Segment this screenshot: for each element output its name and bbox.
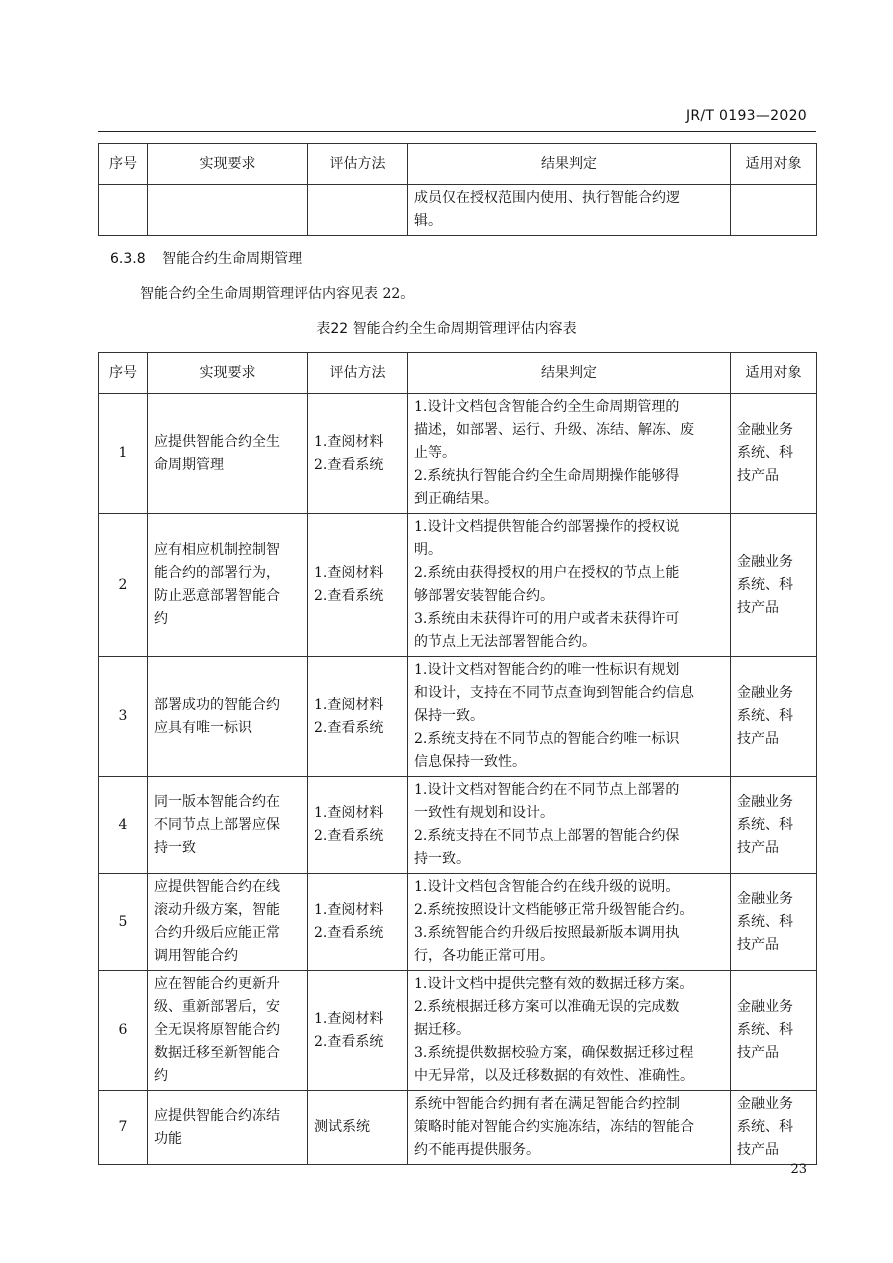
cell-line: 技产品 bbox=[737, 936, 779, 953]
cell-line: 系统、科 bbox=[737, 576, 793, 593]
cell-line: 到正确结果。 bbox=[414, 491, 498, 507]
cell-line: 应具有唯一标识 bbox=[154, 719, 252, 736]
cell-line: 应在智能合约更新升 bbox=[154, 976, 280, 992]
cell-line: 约 bbox=[154, 1068, 168, 1084]
column-header-no: 序号 bbox=[99, 144, 148, 185]
column-header-requirement: 实现要求 bbox=[148, 144, 308, 185]
cell-line: 2.查看系统 bbox=[314, 719, 384, 736]
cell-line: 1.设计文档对智能合约的唯一性标识有规划 bbox=[414, 662, 680, 678]
cell-line: 测试系统 bbox=[314, 1119, 370, 1135]
cell-line: 调用智能合约 bbox=[154, 948, 238, 964]
cell-line: 辑。 bbox=[414, 213, 442, 229]
cell-requirement bbox=[148, 657, 308, 777]
cell-no: 5 bbox=[99, 874, 148, 971]
cell-line: 约不能再提供服务。 bbox=[414, 1142, 540, 1158]
cell-line: 的节点上无法部署智能合约。 bbox=[414, 634, 596, 650]
cell-line: 系统、科 bbox=[737, 913, 793, 930]
column-header-method: 评估方法 bbox=[308, 353, 408, 394]
cell-line: 保持一致。 bbox=[414, 708, 484, 724]
evaluation-table bbox=[98, 352, 817, 1165]
cell-target bbox=[731, 394, 817, 514]
cell-line: 金融业务 bbox=[737, 685, 793, 701]
cell-line: 2.系统执行智能合约全生命周期操作能够得 bbox=[414, 468, 680, 484]
cell-result bbox=[408, 394, 731, 514]
cell-result bbox=[408, 971, 731, 1091]
cell-line: 滚动升级方案，智能 bbox=[154, 902, 280, 918]
cell-line: 持一致 bbox=[154, 839, 196, 856]
cell-line: 系统、科 bbox=[737, 445, 793, 461]
cell-line: 应提供智能合约全生 bbox=[154, 433, 280, 450]
column-header-requirement: 实现要求 bbox=[148, 353, 308, 394]
cell-line: 级、重新部署后，安 bbox=[154, 999, 280, 1015]
cell-line: 数据迁移至新智能合 bbox=[154, 1045, 280, 1061]
cell-no: 4 bbox=[99, 777, 148, 874]
cell-target bbox=[731, 514, 817, 657]
cell-line: 技产品 bbox=[737, 839, 779, 856]
table-row bbox=[99, 777, 817, 874]
cell-line: 功能 bbox=[154, 1130, 182, 1147]
cell-target bbox=[731, 971, 817, 1091]
cell-method bbox=[308, 394, 408, 514]
cell-line: 1.查阅材料 bbox=[314, 1010, 384, 1027]
cell-line: 技产品 bbox=[737, 468, 779, 484]
cell-line: 1.查阅材料 bbox=[314, 696, 384, 713]
cell-no: 1 bbox=[99, 394, 148, 514]
cell-line: 部署成功的智能合约 bbox=[154, 696, 280, 713]
cell-line: 持一致。 bbox=[414, 851, 470, 867]
cell-target bbox=[731, 657, 817, 777]
cell-target bbox=[731, 874, 817, 971]
cell-line: 技产品 bbox=[737, 599, 779, 616]
cell-line: 1.查阅材料 bbox=[314, 565, 384, 581]
cell-line: 系统、科 bbox=[737, 1022, 793, 1038]
section-heading bbox=[110, 248, 302, 268]
table-header-row bbox=[99, 353, 817, 394]
cell-line: 1.查阅材料 bbox=[314, 902, 384, 918]
cell-line: 策略时能对智能合约实施冻结，冻结的智能合 bbox=[414, 1119, 694, 1135]
cell-line: 能合约的部署行为， bbox=[154, 565, 280, 581]
cell-line: 成员仅在授权范围内使用、执行智能合约逻 bbox=[414, 190, 680, 206]
cell-line: 系统、科 bbox=[737, 708, 793, 724]
cell-method bbox=[308, 514, 408, 657]
cell-line: 1.设计文档包含智能合约全生命周期管理的 bbox=[414, 399, 680, 415]
cell-line: 系统中智能合约拥有者在满足智能合约控制 bbox=[414, 1096, 680, 1112]
cell-line: 1.查阅材料 bbox=[314, 433, 384, 450]
cell-line: 2.查看系统 bbox=[314, 456, 384, 473]
cell-line: 明。 bbox=[414, 542, 442, 558]
cell-line: 信息保持一致性。 bbox=[414, 754, 526, 770]
cell-line: 中无异常，以及迁移数据的有效性、准确性。 bbox=[414, 1068, 694, 1084]
header-rule bbox=[98, 131, 816, 132]
cell-line: 技产品 bbox=[737, 731, 779, 747]
cell-line: 一致性有规划和设计。 bbox=[414, 805, 554, 821]
cell-no bbox=[99, 185, 148, 236]
cell-target bbox=[731, 185, 817, 236]
cell-requirement bbox=[148, 1091, 308, 1165]
cell-line: 行，各功能正常可用。 bbox=[414, 948, 554, 964]
cell-result bbox=[408, 777, 731, 874]
cell-line: 3.系统智能合约升级后按照最新版本调用执 bbox=[414, 925, 680, 941]
cell-line: 系统、科 bbox=[737, 816, 793, 833]
cell-no: 7 bbox=[99, 1091, 148, 1165]
cell-result bbox=[408, 1091, 731, 1165]
cell-line: 系统、科 bbox=[737, 1119, 793, 1135]
cell-line: 1.查阅材料 bbox=[314, 805, 384, 821]
cell-line: 和设计，支持在不同节点查询到智能合约信息 bbox=[414, 685, 694, 701]
cell-line: 3.系统由未获得许可的用户或者未获得许可 bbox=[414, 611, 680, 627]
cell-line: 金融业务 bbox=[737, 999, 793, 1015]
table-row bbox=[99, 394, 817, 514]
table-row bbox=[99, 514, 817, 657]
cell-target bbox=[731, 1091, 817, 1165]
cell-line: 命周期管理 bbox=[154, 456, 224, 473]
continued-table bbox=[98, 143, 817, 236]
cell-line: 1.设计文档对智能合约在不同节点上部署的 bbox=[414, 782, 680, 798]
column-header-target: 适用对象 bbox=[731, 144, 817, 185]
cell-result bbox=[408, 874, 731, 971]
cell-requirement bbox=[148, 514, 308, 657]
cell-line: 2.查看系统 bbox=[314, 1033, 384, 1050]
table-row bbox=[99, 874, 817, 971]
cell-line: 应提供智能合约在线 bbox=[154, 879, 280, 895]
cell-line: 2.查看系统 bbox=[314, 588, 384, 604]
cell-no: 3 bbox=[99, 657, 148, 777]
cell-line: 据迁移。 bbox=[414, 1022, 470, 1038]
cell-line: 约 bbox=[154, 611, 168, 627]
table-header-row bbox=[99, 144, 817, 185]
cell-line: 技产品 bbox=[737, 1045, 779, 1061]
cell-line: 应有相应机制控制智 bbox=[154, 542, 280, 558]
cell-result bbox=[408, 514, 731, 657]
cell-line: 2.系统由获得授权的用户在授权的节点上能 bbox=[414, 565, 680, 581]
cell-line: 够部署安装智能合约。 bbox=[414, 588, 554, 604]
table-row bbox=[99, 185, 817, 236]
cell-method bbox=[308, 777, 408, 874]
table-row bbox=[99, 971, 817, 1091]
table-caption: 表22 智能合约全生命周期管理评估内容表 bbox=[316, 321, 577, 337]
cell-line: 金融业务 bbox=[737, 422, 793, 438]
cell-line: 1.设计文档中提供完整有效的数据迁移方案。 bbox=[414, 976, 694, 992]
cell-line: 全无误将原智能合约 bbox=[154, 1022, 280, 1038]
column-header-no: 序号 bbox=[99, 353, 148, 394]
cell-method bbox=[308, 874, 408, 971]
cell-line: 1.设计文档提供智能合约部署操作的授权说 bbox=[414, 519, 680, 535]
cell-result bbox=[408, 657, 731, 777]
cell-line: 2.系统支持在不同节点的智能合约唯一标识 bbox=[414, 731, 680, 747]
cell-line: 应提供智能合约冻结 bbox=[154, 1107, 280, 1124]
cell-line: 技产品 bbox=[737, 1142, 779, 1158]
cell-requirement bbox=[148, 394, 308, 514]
cell-line: 3.系统提供数据校验方案，确保数据迁移过程 bbox=[414, 1045, 694, 1061]
section-number: 6.3.8 bbox=[110, 251, 146, 267]
cell-line: 防止恶意部署智能合 bbox=[154, 588, 280, 604]
cell-requirement bbox=[148, 777, 308, 874]
cell-requirement bbox=[148, 971, 308, 1091]
cell-line: 金融业务 bbox=[737, 793, 793, 810]
column-header-result: 结果判定 bbox=[408, 144, 731, 185]
column-header-result: 结果判定 bbox=[408, 353, 731, 394]
cell-target bbox=[731, 777, 817, 874]
column-header-method: 评估方法 bbox=[308, 144, 408, 185]
table-row bbox=[99, 657, 817, 777]
cell-line: 2.系统支持在不同节点上部署的智能合约保 bbox=[414, 828, 680, 844]
cell-line: 金融业务 bbox=[737, 1096, 793, 1112]
cell-no: 2 bbox=[99, 514, 148, 657]
cell-line: 合约升级后应能正常 bbox=[154, 925, 280, 941]
cell-no: 6 bbox=[99, 971, 148, 1091]
table-row bbox=[99, 1091, 817, 1165]
cell-line: 同一版本智能合约在 bbox=[154, 793, 280, 810]
cell-line: 描述，如部署、运行、升级、冻结、解冻、废 bbox=[414, 422, 694, 438]
document-code: JR/T 0193—2020 bbox=[685, 108, 807, 124]
cell-line: 金融业务 bbox=[737, 890, 793, 907]
cell-line: 止等。 bbox=[414, 445, 456, 461]
cell-line: 金融业务 bbox=[737, 553, 793, 570]
cell-line: 2.系统按照设计文档能够正常升级智能合约。 bbox=[414, 902, 694, 918]
cell-method bbox=[308, 971, 408, 1091]
column-header-target: 适用对象 bbox=[731, 353, 817, 394]
cell-line: 不同节点上部署应保 bbox=[154, 816, 280, 833]
section-title: 智能合约生命周期管理 bbox=[162, 251, 303, 267]
cell-line: 1.设计文档包含智能合约在线升级的说明。 bbox=[414, 879, 680, 895]
intro-paragraph: 智能合约全生命周期管理评估内容见表 22。 bbox=[140, 286, 415, 302]
cell-line: 2.系统根据迁移方案可以准确无误的完成数 bbox=[414, 999, 680, 1015]
cell-requirement bbox=[148, 185, 308, 236]
cell-method bbox=[308, 185, 408, 236]
page-number: 23 bbox=[790, 1162, 807, 1177]
cell-line: 2.查看系统 bbox=[314, 828, 384, 844]
cell-requirement bbox=[148, 874, 308, 971]
cell-result bbox=[408, 185, 731, 236]
cell-line: 2.查看系统 bbox=[314, 925, 384, 941]
cell-method bbox=[308, 657, 408, 777]
cell-method bbox=[308, 1091, 408, 1165]
